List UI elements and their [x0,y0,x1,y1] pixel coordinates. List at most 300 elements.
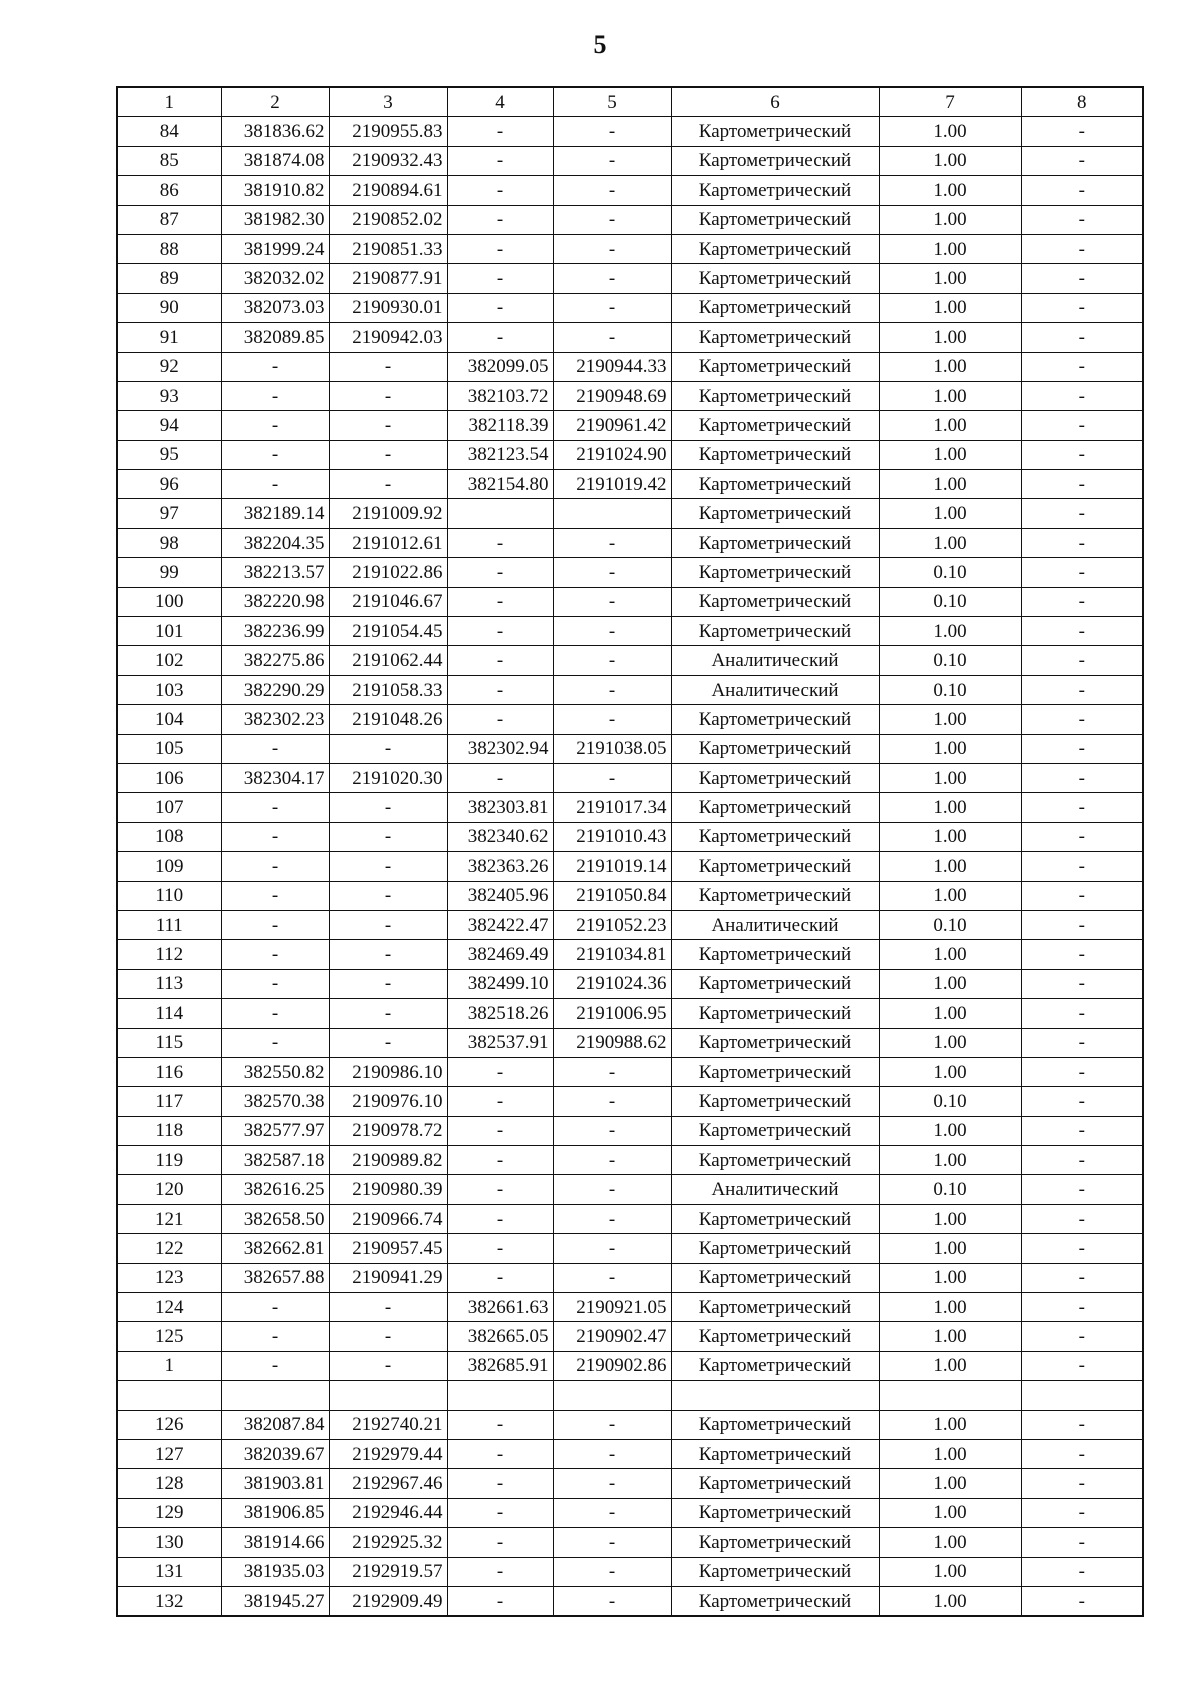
note-cell: - [1021,264,1143,293]
accuracy-cell: 1.00 [879,264,1021,293]
x-coordinate-new-cell: - [447,1175,553,1204]
method-cell: Аналитический [671,1175,879,1204]
note-cell: - [1021,381,1143,410]
table-row [117,1439,1143,1468]
header-cell: 6 [671,87,879,117]
y-coordinate-cell: 2192925.32 [329,1528,447,1557]
point-number-cell: 109 [117,852,221,881]
y-coordinate-new-cell: - [553,1263,671,1292]
x-coordinate-cell: 381836.62 [221,117,329,146]
y-coordinate-cell: - [329,470,447,499]
accuracy-cell: 0.10 [879,558,1021,587]
note-cell: - [1021,323,1143,352]
x-coordinate-new-cell: - [447,617,553,646]
x-coordinate-cell: 382073.03 [221,293,329,322]
point-number-cell: 95 [117,440,221,469]
note-cell: - [1021,881,1143,910]
method-cell: Картометрический [671,969,879,998]
method-cell: Аналитический [671,675,879,704]
x-coordinate-new-cell: - [447,323,553,352]
y-coordinate-cell: - [329,910,447,939]
y-coordinate-cell: 2191054.45 [329,617,447,646]
method-cell: Картометрический [671,1469,879,1498]
x-coordinate-new-cell: - [447,705,553,734]
method-cell: Картометрический [671,264,879,293]
x-coordinate-new-cell: 382469.49 [447,940,553,969]
table-row [117,1057,1143,1086]
x-coordinate-new-cell: 382499.10 [447,969,553,998]
point-number-cell: 119 [117,1146,221,1175]
x-coordinate-cell: 382657.88 [221,1263,329,1292]
x-coordinate-cell: 382236.99 [221,617,329,646]
note-cell: - [1021,1557,1143,1586]
table-header [117,87,1143,117]
table-row [117,881,1143,910]
method-cell: Картометрический [671,587,879,616]
x-coordinate-new-cell: - [447,675,553,704]
y-coordinate-new-cell: 2190902.86 [553,1351,671,1380]
y-coordinate-new-cell: 2190902.47 [553,1322,671,1351]
accuracy-cell: 0.10 [879,587,1021,616]
y-coordinate-new-cell [553,1381,671,1410]
y-coordinate-new-cell: 2191034.81 [553,940,671,969]
y-coordinate-cell: 2190966.74 [329,1204,447,1233]
note-cell: - [1021,910,1143,939]
y-coordinate-new-cell: - [553,1557,671,1586]
header-row [117,87,1143,117]
y-coordinate-new-cell: 2191024.36 [553,969,671,998]
table-row [117,1498,1143,1527]
y-coordinate-cell: 2191022.86 [329,558,447,587]
point-number-cell: 120 [117,1175,221,1204]
x-coordinate-cell: - [221,734,329,763]
x-coordinate-cell: 381982.30 [221,205,329,234]
y-coordinate-cell: 2192979.44 [329,1439,447,1468]
method-cell: Картометрический [671,1528,879,1557]
x-coordinate-new-cell: - [447,1498,553,1527]
y-coordinate-cell: 2192740.21 [329,1410,447,1439]
y-coordinate-new-cell: - [553,146,671,175]
accuracy-cell: 1.00 [879,1263,1021,1292]
table-row [117,1557,1143,1586]
table-row [117,852,1143,881]
point-number-cell: 85 [117,146,221,175]
accuracy-cell: 1.00 [879,1146,1021,1175]
point-number-cell: 113 [117,969,221,998]
point-number-cell: 111 [117,910,221,939]
x-coordinate-new-cell: 382340.62 [447,822,553,851]
point-number-cell: 84 [117,117,221,146]
y-coordinate-cell: 2190942.03 [329,323,447,352]
y-coordinate-cell: 2190957.45 [329,1234,447,1263]
table-row [117,293,1143,322]
point-number-cell: 112 [117,940,221,969]
y-coordinate-new-cell: - [553,675,671,704]
point-number-cell: 129 [117,1498,221,1527]
point-number-cell: 99 [117,558,221,587]
y-coordinate-new-cell: 2191050.84 [553,881,671,910]
x-coordinate-cell: 382290.29 [221,675,329,704]
point-number-cell: 97 [117,499,221,528]
y-coordinate-new-cell: - [553,264,671,293]
note-cell: - [1021,146,1143,175]
header-cell: 1 [117,87,221,117]
table-row [117,117,1143,146]
method-cell: Картометрический [671,1439,879,1468]
table-row [117,1381,1143,1410]
x-coordinate-cell: - [221,822,329,851]
y-coordinate-cell: - [329,381,447,410]
y-coordinate-cell: 2191046.67 [329,587,447,616]
point-number-cell: 123 [117,1263,221,1292]
x-coordinate-cell: 382587.18 [221,1146,329,1175]
table-row [117,617,1143,646]
x-coordinate-new-cell: 382665.05 [447,1322,553,1351]
x-coordinate-cell: 382213.57 [221,558,329,587]
y-coordinate-cell: 2192909.49 [329,1586,447,1616]
point-number-cell: 132 [117,1586,221,1616]
y-coordinate-new-cell: - [553,293,671,322]
x-coordinate-new-cell: - [447,1204,553,1233]
note-cell: - [1021,205,1143,234]
note-cell: - [1021,234,1143,263]
y-coordinate-cell: - [329,969,447,998]
method-cell: Картометрический [671,411,879,440]
note-cell: - [1021,587,1143,616]
note-cell: - [1021,293,1143,322]
x-coordinate-cell: 382662.81 [221,1234,329,1263]
accuracy-cell: 1.00 [879,1204,1021,1233]
method-cell: Картометрический [671,117,879,146]
table-row [117,587,1143,616]
method-cell: Картометрический [671,293,879,322]
y-coordinate-cell: - [329,852,447,881]
y-coordinate-new-cell: - [553,1175,671,1204]
accuracy-cell: 1.00 [879,234,1021,263]
method-cell: Аналитический [671,910,879,939]
x-coordinate-cell: 382032.02 [221,264,329,293]
accuracy-cell: 1.00 [879,1528,1021,1557]
x-coordinate-new-cell: 382685.91 [447,1351,553,1380]
accuracy-cell: 1.00 [879,323,1021,352]
x-coordinate-new-cell: - [447,1234,553,1263]
y-coordinate-cell: 2191048.26 [329,705,447,734]
method-cell: Картометрический [671,440,879,469]
table-row [117,1293,1143,1322]
y-coordinate-new-cell: 2190961.42 [553,411,671,440]
x-coordinate-new-cell: 382537.91 [447,1028,553,1057]
x-coordinate-cell: - [221,440,329,469]
table-row [117,675,1143,704]
accuracy-cell: 1.00 [879,352,1021,381]
x-coordinate-cell: - [221,1028,329,1057]
accuracy-cell: 1.00 [879,1469,1021,1498]
note-cell: - [1021,1263,1143,1292]
note-cell: - [1021,793,1143,822]
y-coordinate-new-cell: - [553,234,671,263]
note-cell: - [1021,1439,1143,1468]
x-coordinate-new-cell: 382118.39 [447,411,553,440]
table-row [117,763,1143,792]
point-number-cell: 90 [117,293,221,322]
table-row [117,940,1143,969]
y-coordinate-new-cell: 2191019.42 [553,470,671,499]
table-row [117,1116,1143,1145]
y-coordinate-cell: 2190980.39 [329,1175,447,1204]
y-coordinate-new-cell: 2191024.90 [553,440,671,469]
y-coordinate-cell: 2190989.82 [329,1146,447,1175]
method-cell: Картометрический [671,763,879,792]
x-coordinate-cell: 382275.86 [221,646,329,675]
note-cell: - [1021,999,1143,1028]
accuracy-cell: 1.00 [879,1410,1021,1439]
table-row [117,734,1143,763]
method-cell: Аналитический [671,646,879,675]
table-row [117,411,1143,440]
x-coordinate-new-cell: - [447,1528,553,1557]
method-cell: Картометрический [671,205,879,234]
method-cell: Картометрический [671,1293,879,1322]
y-coordinate-cell: 2190851.33 [329,234,447,263]
y-coordinate-cell: 2190978.72 [329,1116,447,1145]
point-number-cell: 114 [117,999,221,1028]
note-cell: - [1021,176,1143,205]
point-number-cell: 86 [117,176,221,205]
method-cell: Картометрический [671,852,879,881]
header-cell: 8 [1021,87,1143,117]
point-number-cell: 117 [117,1087,221,1116]
note-cell: - [1021,1146,1143,1175]
accuracy-cell: 1.00 [879,852,1021,881]
x-coordinate-new-cell: - [447,293,553,322]
point-number-cell: 1 [117,1351,221,1380]
method-cell: Картометрический [671,793,879,822]
x-coordinate-new-cell: - [447,234,553,263]
y-coordinate-new-cell: 2191006.95 [553,999,671,1028]
y-coordinate-new-cell: - [553,763,671,792]
y-coordinate-cell: 2190930.01 [329,293,447,322]
table-row [117,1234,1143,1263]
method-cell: Картометрический [671,176,879,205]
method-cell: Картометрический [671,499,879,528]
point-number-cell: 100 [117,587,221,616]
method-cell: Картометрический [671,734,879,763]
table-row [117,1322,1143,1351]
x-coordinate-cell: 381999.24 [221,234,329,263]
table-row [117,499,1143,528]
point-number-cell: 115 [117,1028,221,1057]
x-coordinate-cell: - [221,381,329,410]
method-cell: Картометрический [671,1410,879,1439]
point-number-cell: 94 [117,411,221,440]
method-cell: Картометрический [671,617,879,646]
table-row [117,146,1143,175]
accuracy-cell: 1.00 [879,117,1021,146]
y-coordinate-cell: 2192919.57 [329,1557,447,1586]
x-coordinate-new-cell: - [447,587,553,616]
x-coordinate-cell: 382220.98 [221,587,329,616]
point-number-cell: 87 [117,205,221,234]
note-cell: - [1021,940,1143,969]
method-cell: Картометрический [671,470,879,499]
y-coordinate-cell: 2191012.61 [329,528,447,557]
accuracy-cell: 1.00 [879,734,1021,763]
note-cell: - [1021,1410,1143,1439]
table-row [117,646,1143,675]
x-coordinate-cell: 381935.03 [221,1557,329,1586]
note-cell: - [1021,1469,1143,1498]
note-cell: - [1021,705,1143,734]
table-row [117,1204,1143,1233]
accuracy-cell: 0.10 [879,1087,1021,1116]
note-cell: - [1021,734,1143,763]
method-cell: Картометрический [671,146,879,175]
table-row [117,1528,1143,1557]
method-cell: Картометрический [671,1498,879,1527]
x-coordinate-new-cell: 382103.72 [447,381,553,410]
note-cell: - [1021,1028,1143,1057]
x-coordinate-cell: 381910.82 [221,176,329,205]
x-coordinate-cell: - [221,999,329,1028]
x-coordinate-cell: 382577.97 [221,1116,329,1145]
x-coordinate-new-cell [447,499,553,528]
y-coordinate-new-cell: - [553,1116,671,1145]
x-coordinate-cell: 382550.82 [221,1057,329,1086]
y-coordinate-new-cell: - [553,558,671,587]
accuracy-cell: 1.00 [879,1498,1021,1527]
table-row [117,323,1143,352]
y-coordinate-cell: 2190932.43 [329,146,447,175]
y-coordinate-cell: 2191020.30 [329,763,447,792]
accuracy-cell: 1.00 [879,940,1021,969]
y-coordinate-new-cell: - [553,1528,671,1557]
method-cell: Картометрический [671,1557,879,1586]
x-coordinate-new-cell: - [447,528,553,557]
point-number-cell: 121 [117,1204,221,1233]
y-coordinate-new-cell: - [553,1234,671,1263]
table-row [117,205,1143,234]
x-coordinate-cell: - [221,1293,329,1322]
point-number-cell: 103 [117,675,221,704]
accuracy-cell [879,1381,1021,1410]
point-number-cell: 126 [117,1410,221,1439]
x-coordinate-new-cell: - [447,1586,553,1616]
note-cell: - [1021,1175,1143,1204]
point-number-cell: 101 [117,617,221,646]
x-coordinate-cell: - [221,470,329,499]
accuracy-cell: 1.00 [879,969,1021,998]
x-coordinate-new-cell: 382303.81 [447,793,553,822]
accuracy-cell: 1.00 [879,146,1021,175]
note-cell: - [1021,528,1143,557]
table-body [117,117,1143,1616]
accuracy-cell: 1.00 [879,1439,1021,1468]
note-cell: - [1021,1293,1143,1322]
method-cell: Картометрический [671,1586,879,1616]
method-cell: Картометрический [671,381,879,410]
x-coordinate-new-cell: - [447,1410,553,1439]
method-cell: Картометрический [671,999,879,1028]
x-coordinate-new-cell: 382518.26 [447,999,553,1028]
x-coordinate-cell: - [221,1351,329,1380]
x-coordinate-new-cell: - [447,1116,553,1145]
point-number-cell: 124 [117,1293,221,1322]
accuracy-cell: 1.00 [879,1057,1021,1086]
y-coordinate-new-cell: 2190988.62 [553,1028,671,1057]
x-coordinate-new-cell: - [447,1263,553,1292]
x-coordinate-cell: - [221,910,329,939]
point-number-cell: 92 [117,352,221,381]
point-number-cell: 122 [117,1234,221,1263]
x-coordinate-cell: - [221,411,329,440]
y-coordinate-new-cell: - [553,1586,671,1616]
x-coordinate-cell: - [221,940,329,969]
method-cell [671,1381,879,1410]
method-cell: Картометрический [671,940,879,969]
accuracy-cell: 1.00 [879,1557,1021,1586]
table-row [117,352,1143,381]
y-coordinate-cell: - [329,1351,447,1380]
y-coordinate-new-cell: - [553,705,671,734]
x-coordinate-new-cell: - [447,1057,553,1086]
y-coordinate-cell: - [329,440,447,469]
table-row [117,1146,1143,1175]
table-row [117,1586,1143,1616]
y-coordinate-new-cell: 2190948.69 [553,381,671,410]
method-cell: Картометрический [671,352,879,381]
point-number-cell: 96 [117,470,221,499]
table-row [117,1351,1143,1380]
y-coordinate-new-cell: 2191017.34 [553,793,671,822]
y-coordinate-new-cell: 2191019.14 [553,852,671,881]
method-cell: Картометрический [671,1204,879,1233]
note-cell [1021,1381,1143,1410]
accuracy-cell: 1.00 [879,1351,1021,1380]
table-row [117,1263,1143,1292]
page-number: 5 [593,30,607,59]
x-coordinate-cell [221,1381,329,1410]
method-cell: Картометрический [671,1116,879,1145]
note-cell: - [1021,1322,1143,1351]
y-coordinate-cell: 2190986.10 [329,1057,447,1086]
y-coordinate-new-cell: - [553,1087,671,1116]
method-cell: Картометрический [671,1351,879,1380]
accuracy-cell: 1.00 [879,381,1021,410]
x-coordinate-cell: 381914.66 [221,1528,329,1557]
x-coordinate-new-cell: - [447,205,553,234]
y-coordinate-cell: - [329,822,447,851]
y-coordinate-cell: - [329,734,447,763]
x-coordinate-cell: - [221,852,329,881]
x-coordinate-new-cell: - [447,176,553,205]
x-coordinate-cell: 382658.50 [221,1204,329,1233]
x-coordinate-cell: 381874.08 [221,146,329,175]
y-coordinate-cell: - [329,1322,447,1351]
x-coordinate-cell: 381906.85 [221,1498,329,1527]
table-row [117,264,1143,293]
method-cell: Картометрический [671,1146,879,1175]
y-coordinate-new-cell: 2190944.33 [553,352,671,381]
point-number-cell: 102 [117,646,221,675]
y-coordinate-cell: 2190941.29 [329,1263,447,1292]
point-number-cell: 93 [117,381,221,410]
x-coordinate-cell: 382304.17 [221,763,329,792]
table-row [117,1410,1143,1439]
accuracy-cell: 1.00 [879,999,1021,1028]
x-coordinate-new-cell: - [447,646,553,675]
accuracy-cell: 1.00 [879,1322,1021,1351]
note-cell: - [1021,1204,1143,1233]
